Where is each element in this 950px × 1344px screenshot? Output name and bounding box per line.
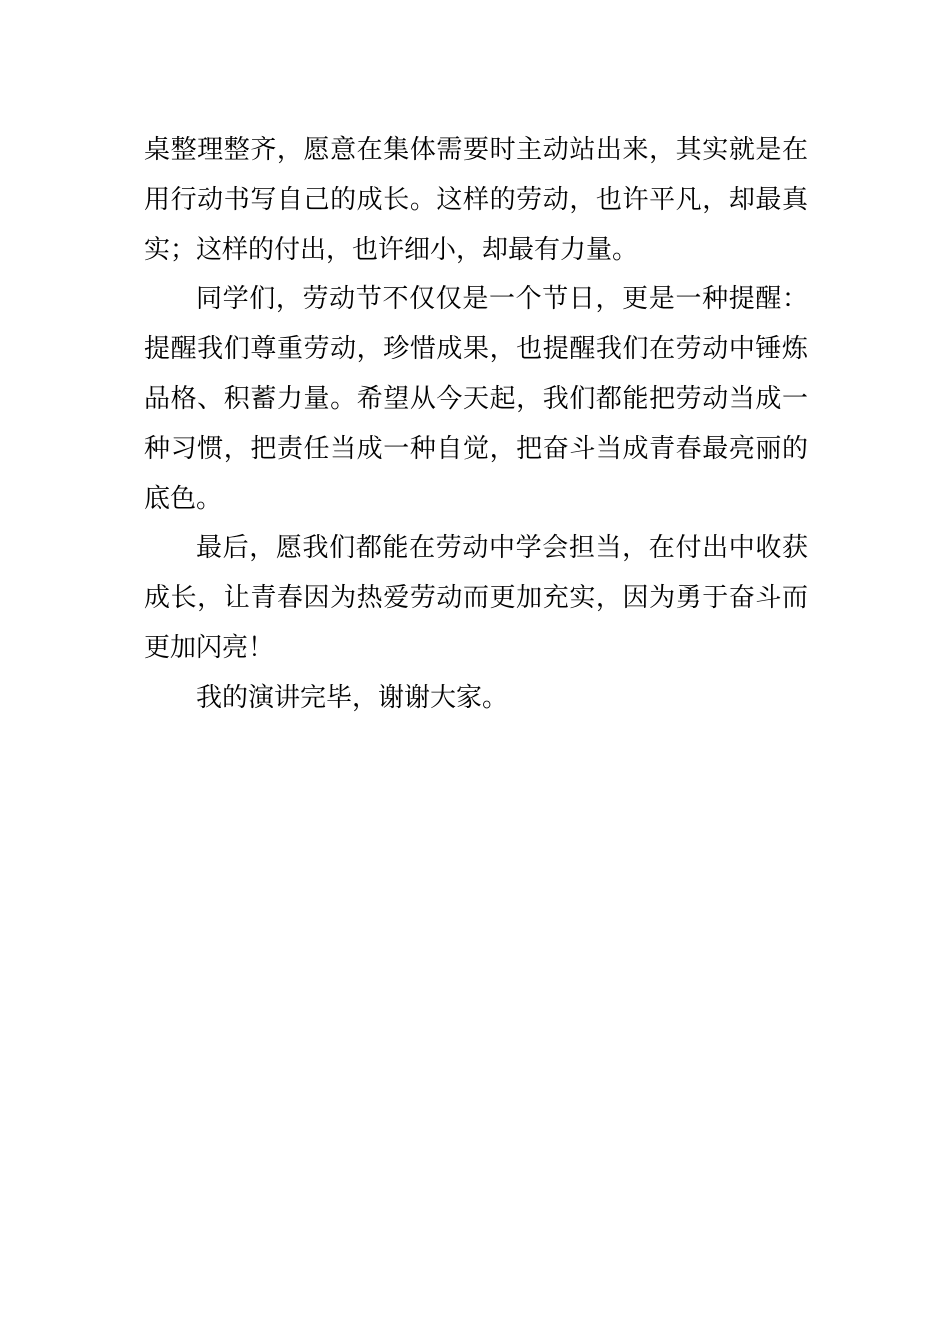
text-line: 品格、积蓄力量。希望从今天起，我们都能把劳动当成一 [144, 383, 808, 414]
text-line: 成长，让青春因为热爱劳动而更加充实，因为勇于奋斗而 [144, 583, 808, 614]
text-line: 我的演讲完毕，谢谢大家。 [196, 682, 509, 713]
text-line: 用行动书写自己的成长。这样的劳动，也许平凡，却最真 [144, 184, 808, 215]
paragraph-2 [144, 275, 808, 524]
text-line: 底色。 [144, 483, 223, 514]
text-line: 提醒我们尊重劳动，珍惜成果，也提醒我们在劳动中锤炼 [144, 334, 808, 365]
text-line: 更加闪亮！ [144, 632, 275, 663]
paragraph-4 [144, 674, 808, 724]
paragraph-1 [144, 126, 808, 275]
text-line: 实；这样的付出，也许细小，却最有力量。 [144, 234, 639, 265]
text-line: 种习惯，把责任当成一种自觉，把奋斗当成青春最亮丽的 [144, 433, 808, 464]
paragraph-3 [144, 524, 808, 673]
text-line: 桌整理整齐，愿意在集体需要时主动站出来，其实就是在 [144, 135, 808, 165]
text-line: 同学们，劳动节不仅仅是一个节日，更是一种提醒： [196, 284, 808, 315]
speech-text [144, 126, 808, 724]
text-line: 最后，愿我们都能在劳动中学会担当，在付出中收获 [196, 533, 808, 564]
